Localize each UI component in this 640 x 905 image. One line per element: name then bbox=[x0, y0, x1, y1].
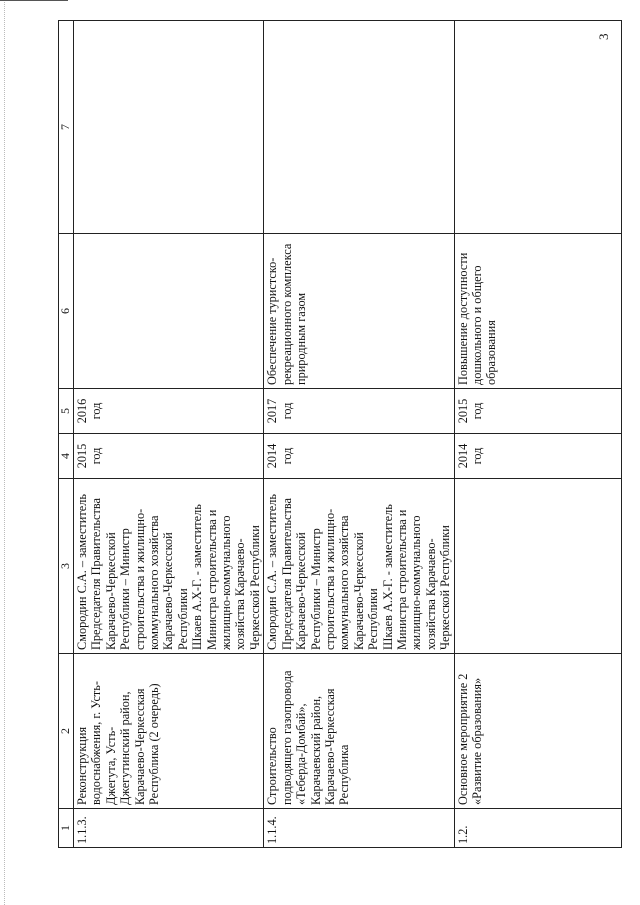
start-year: 2014 год bbox=[454, 434, 621, 479]
end-year: 2016 год bbox=[74, 389, 264, 434]
responsible-secondary: Шкаев А.Х-Г. - заместитель Министра строительства и жилищно-коммунального хозяйства Карачаево-Черкесской Республики bbox=[190, 504, 262, 650]
header-col-4: 4 bbox=[59, 434, 74, 479]
page-number: 3 bbox=[596, 33, 611, 40]
expected-result bbox=[74, 234, 264, 389]
table-row bbox=[264, 21, 454, 848]
header-col-5: 5 bbox=[59, 389, 74, 434]
scan-mark bbox=[0, 0, 68, 1]
row-number: 1.1.3. bbox=[74, 809, 264, 848]
relation-cell bbox=[74, 21, 264, 234]
header-col-1: 1 bbox=[59, 809, 74, 848]
table-row bbox=[454, 21, 621, 848]
header-col-2: 2 bbox=[59, 654, 74, 809]
expected-result: Обеспечение туристско-рекреационного комплекса природным газом bbox=[264, 234, 454, 389]
responsible-cell bbox=[454, 479, 621, 654]
table-row bbox=[74, 21, 264, 848]
header-row bbox=[59, 21, 74, 848]
responsible-primary: Смородин С.А. – заместитель Председателя Правительства Карачаево-Черкесской Республики – Министр строительства и жилищно-коммунального хозяйства Карачаево-Черкесской Республики bbox=[265, 494, 381, 650]
start-year: 2014 год bbox=[264, 434, 454, 479]
rotated-table-container bbox=[58, 20, 588, 848]
responsible-cell bbox=[74, 479, 264, 654]
expected-result: Повышение доступности дошкольного и общего образования bbox=[454, 234, 621, 389]
header-col-7: 7 bbox=[59, 21, 74, 234]
responsible-cell bbox=[264, 479, 454, 654]
row-number: 1.2. bbox=[454, 809, 621, 848]
header-col-6: 6 bbox=[59, 234, 74, 389]
end-year: 2015 год bbox=[454, 389, 621, 434]
header-col-3: 3 bbox=[59, 479, 74, 654]
program-table bbox=[58, 20, 622, 848]
relation-cell bbox=[454, 21, 621, 234]
responsible-primary: Смородин С.А. – заместитель Председателя Правительства Карачаево-Черкесской Республики – Министр строительства и жилищно-коммунального хозяйства Карачаево-Черкесской Республики bbox=[75, 494, 190, 650]
responsible-secondary: Шкаев А.Х-Г. - заместитель Министра строительства и жилищно-коммунального хозяйства Карачаево-Черкесской Республики bbox=[380, 504, 453, 650]
relation-cell bbox=[264, 21, 454, 234]
measure-name: Строительство подводящего газопровода «Теберда-Домбай», Карачаевский район, Карачаево-Черкесская Республика bbox=[264, 654, 454, 809]
row-number: 1.1.4. bbox=[264, 809, 454, 848]
start-year: 2015 год bbox=[74, 434, 264, 479]
end-year: 2017 год bbox=[264, 389, 454, 434]
scan-edge bbox=[4, 0, 6, 905]
measure-name: Основное мероприятие 2 «Развитие образования» bbox=[454, 654, 621, 809]
measure-name: Реконструкция водоснабжения, г. Усть-Джегута, Усть-Джегутинский район, Карачаево-Черкесская Республика (2 очередь) bbox=[74, 654, 264, 809]
